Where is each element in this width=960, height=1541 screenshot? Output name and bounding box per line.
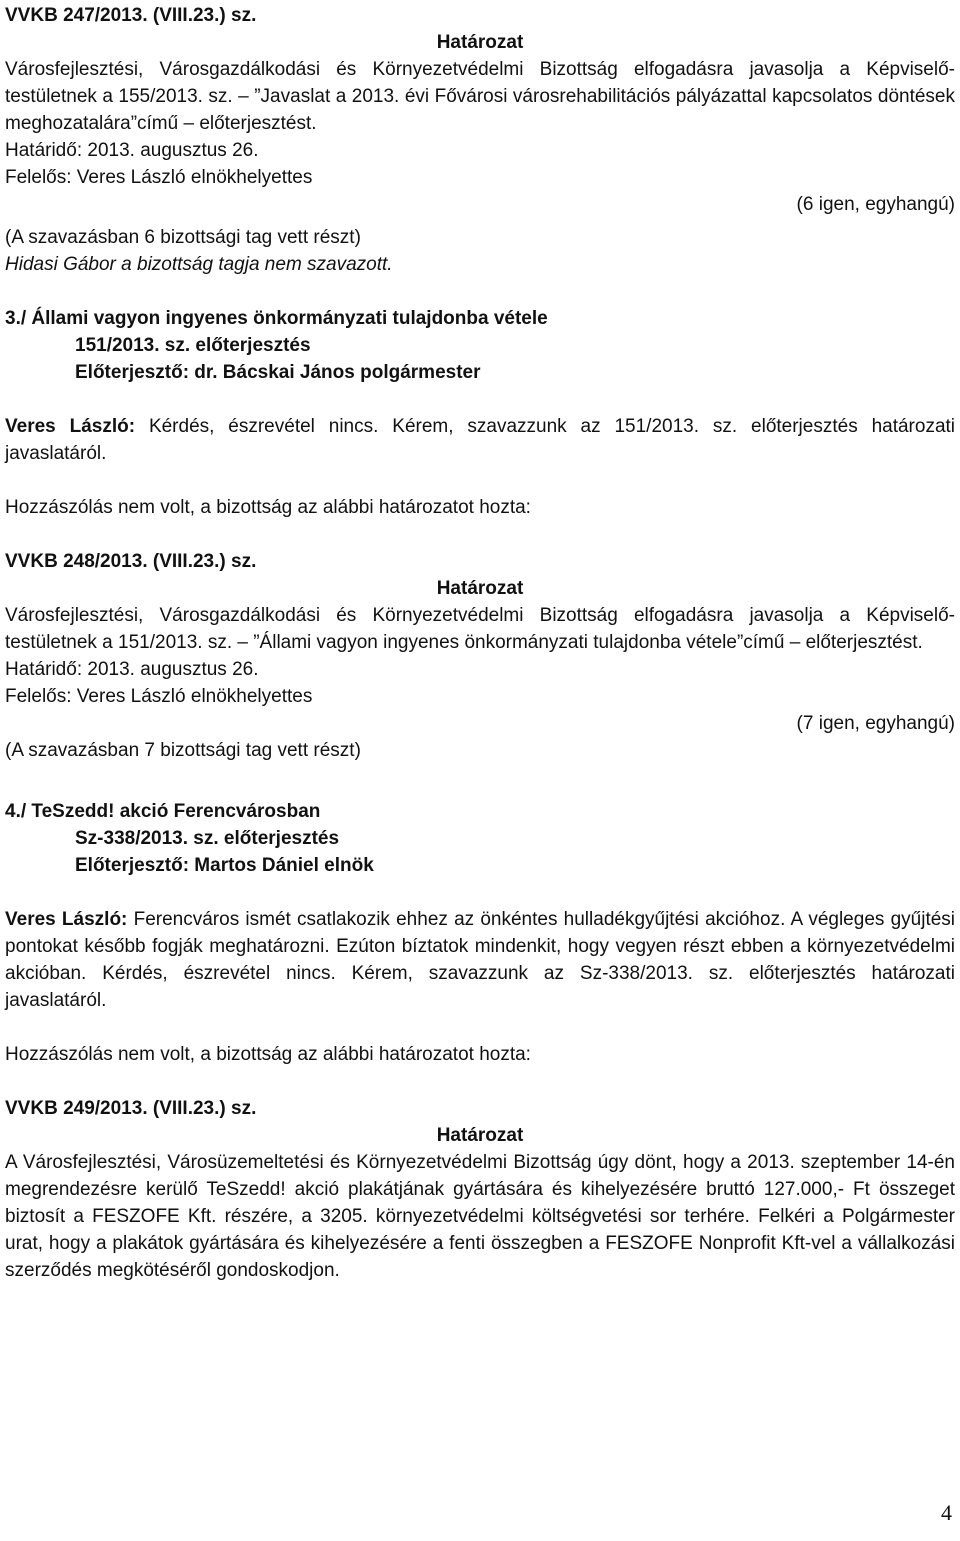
resolution-heading: Határozat: [436, 578, 524, 599]
resolution-body: Városfejlesztési, Városgazdálkodási és Környezetvédelmi Bizottság elfogadásra javasolja a Képviselő-testületnek a 155/2013. sz. – ”Javaslat a 2013. évi Fővárosi városrehabilitációs pályázattal kapcsolatos döntések meghozatalára”című – előterjesztést.: [5, 59, 955, 134]
responsible: Felelős: Veres László elnökhelyettes: [5, 167, 313, 188]
vote-result: (7 igen, egyhangú): [796, 713, 955, 734]
resolution-heading: Határozat: [436, 1125, 524, 1146]
vote-note: Hidasi Gábor a bizottság tagja nem szavazott.: [5, 254, 393, 275]
speech-paragraph: [5, 906, 955, 1014]
document-page: [5, 2, 955, 1284]
deadline: Határidő: 2013. augusztus 26.: [5, 659, 259, 680]
page-number: 4: [941, 1500, 952, 1525]
agenda-item-presenter: Előterjesztő: Martos Dániel elnök: [75, 855, 374, 876]
no-comment-line: Hozzászólás nem volt, a bizottság az alábbi határozatot hozta:: [5, 1044, 531, 1065]
agenda-item-doc: Sz-338/2013. sz. előterjesztés: [75, 828, 340, 849]
deadline: Határidő: 2013. augusztus 26.: [5, 140, 259, 161]
resolution-ref: VVKB 247/2013. (VIII.23.) sz.: [5, 5, 257, 26]
agenda-item-doc: 151/2013. sz. előterjesztés: [75, 335, 311, 356]
resolution-body: A Városfejlesztési, Városüzemeltetési és Környezetvédelmi Bizottság úgy dönt, hogy a 2013. szeptember 14-én megrendezésre kerülő TeSzedd! akció plakátjának gyártására és kihelyezésére bruttó 127.000,- Ft összeget biztosít a FESZOFE Kft. részére, a 3205. környezetvédelmi költségvetési sor terhére. Felkéri a Polgármester urat, hogy a plakátok gyártására és kihelyezésére a fenti összegben a FESZOFE Nonprofit Kft-vel a vállalkozási szerződés megkötéséről gondoskodjon.: [5, 1152, 955, 1281]
vote-participants: (A szavazásban 6 bizottsági tag vett részt): [5, 227, 361, 248]
agenda-item-title: 3./ Állami vagyon ingyenes önkormányzati tulajdonba vétele: [5, 308, 548, 329]
speech-paragraph: [5, 413, 955, 467]
agenda-item-presenter: Előterjesztő: dr. Bácskai János polgármester: [75, 362, 481, 383]
responsible: Felelős: Veres László elnökhelyettes: [5, 686, 313, 707]
no-comment-line: Hozzászólás nem volt, a bizottság az alábbi határozatot hozta:: [5, 497, 531, 518]
resolution-body: Városfejlesztési, Városgazdálkodási és Környezetvédelmi Bizottság elfogadásra javasolja a Képviselő-testületnek a 151/2013. sz. – ”Állami vagyon ingyenes önkormányzati tulajdonba vétele”című – előterjesztést.: [5, 605, 955, 653]
resolution-ref: VVKB 248/2013. (VIII.23.) sz.: [5, 551, 257, 572]
speaker-name: Veres László:: [5, 416, 136, 437]
resolution-heading: Határozat: [436, 32, 524, 53]
speech-text: Kérdés, észrevétel nincs. Kérem, szavazzunk az 151/2013. sz. előterjesztés határozati javaslatáról.: [5, 416, 956, 464]
vote-participants: (A szavazásban 7 bizottsági tag vett részt): [5, 740, 361, 761]
speaker-name: Veres László:: [5, 909, 128, 930]
speech-text: Ferencváros ismét csatlakozik ehhez az önkéntes hulladékgyűjtési akcióhoz. A végleges gyűjtési pontokat később fogják meghatározni. Ezúton bíztatok mindenkit, hogy vegyen részt ebben a környezetvédelmi akcióban. Kérdés, észrevétel nincs. Kérem, szavazzunk az Sz-338/2013. sz. előterjesztés határozati javaslatáról.: [5, 909, 956, 1011]
vote-result: (6 igen, egyhangú): [796, 194, 955, 215]
resolution-ref: VVKB 249/2013. (VIII.23.) sz.: [5, 1098, 257, 1119]
agenda-item-title: 4./ TeSzedd! akció Ferencvárosban: [5, 801, 321, 822]
